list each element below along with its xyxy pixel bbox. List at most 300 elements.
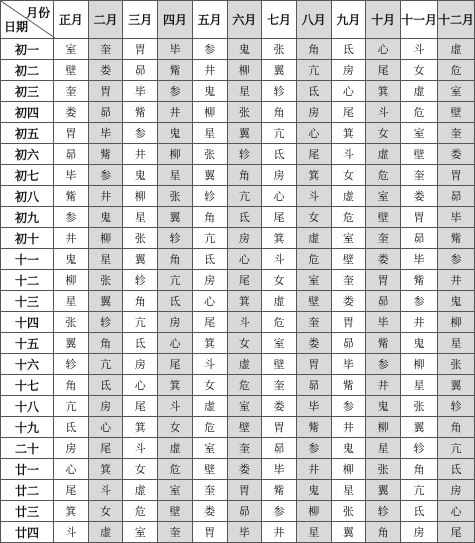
- mansion-cell: 虚: [88, 522, 123, 543]
- mansion-cell: 亢: [158, 270, 193, 291]
- mansion-cell: 翼: [366, 480, 401, 501]
- day-label: 十八: [1, 396, 54, 417]
- mansion-cell: 柳: [54, 270, 89, 291]
- mansion-cell: 壁: [54, 60, 89, 81]
- mansion-cell: 轸: [400, 438, 437, 459]
- mansion-cell: 女: [123, 459, 158, 480]
- mansion-cell: 尾: [262, 207, 297, 228]
- mansion-cell: 觜: [88, 144, 123, 165]
- mansion-cell: 毕: [54, 165, 89, 186]
- mansion-cell: 奎: [296, 312, 331, 333]
- mansion-cell: 昴: [366, 291, 401, 312]
- mansion-cell: 奎: [158, 522, 193, 543]
- mansion-cell: 虚: [227, 354, 262, 375]
- mansion-cell: 虚: [192, 396, 227, 417]
- mansion-cell: 轸: [437, 396, 474, 417]
- mansion-cell: 氐: [88, 375, 123, 396]
- mansion-cell: 昴: [400, 228, 437, 249]
- mansion-cell: 角: [192, 207, 227, 228]
- mansion-cell: 箕: [192, 333, 227, 354]
- mansion-cell: 箕: [158, 375, 193, 396]
- mansion-cell: 星: [296, 522, 331, 543]
- table-body: [1, 39, 475, 543]
- mansion-cell: 觜: [262, 480, 297, 501]
- table-row: [1, 354, 475, 375]
- mansion-cell: 箕: [331, 123, 366, 144]
- mansion-cell: 参: [88, 165, 123, 186]
- mansion-cell: 室: [331, 228, 366, 249]
- table-row: [1, 333, 475, 354]
- mansion-cell: 翼: [88, 291, 123, 312]
- table-row: [1, 60, 475, 81]
- mansion-cell: 壁: [400, 144, 437, 165]
- day-label: 廿三: [1, 501, 54, 522]
- mansion-cell: 角: [296, 39, 331, 60]
- mansion-cell: 虚: [296, 228, 331, 249]
- mansion-cell: 昴: [437, 186, 474, 207]
- mansion-cell: 危: [437, 60, 474, 81]
- day-label: 十三: [1, 291, 54, 312]
- mansion-cell: 张: [227, 102, 262, 123]
- mansion-cell: 井: [400, 312, 437, 333]
- mansion-cell: 奎: [227, 438, 262, 459]
- mansion-cell: 翼: [123, 249, 158, 270]
- month-header: 正月: [54, 1, 89, 39]
- mansion-cell: 壁: [227, 417, 262, 438]
- mansion-cell: 房: [400, 522, 437, 543]
- table-row: [1, 501, 475, 522]
- mansion-cell: 胃: [262, 417, 297, 438]
- mansion-cell: 房: [192, 270, 227, 291]
- mansion-cell: 氐: [227, 207, 262, 228]
- mansion-cell: 鬼: [158, 123, 193, 144]
- table-row: [1, 186, 475, 207]
- mansion-cell: 娄: [296, 333, 331, 354]
- mansion-cell: 张: [400, 396, 437, 417]
- mansion-cell: 角: [437, 417, 474, 438]
- table-row: [1, 312, 475, 333]
- day-label: 初一: [1, 39, 54, 60]
- mansion-cell: 危: [123, 501, 158, 522]
- mansion-cell: 井: [437, 270, 474, 291]
- mansion-cell: 室: [400, 123, 437, 144]
- mansion-cell: 娄: [192, 501, 227, 522]
- mansion-cell: 昴: [88, 102, 123, 123]
- day-label: 初九: [1, 207, 54, 228]
- mansion-cell: 娄: [262, 396, 297, 417]
- mansion-cell: 房: [123, 354, 158, 375]
- mansion-cell: 鬼: [192, 81, 227, 102]
- mansion-cell: 奎: [400, 165, 437, 186]
- mansion-cell: 参: [366, 354, 401, 375]
- mansion-cell: 轸: [366, 501, 401, 522]
- mansion-cell: 亢: [262, 123, 297, 144]
- mansion-cell: 翼: [54, 333, 89, 354]
- mansion-cell: 尾: [158, 354, 193, 375]
- mansion-cell: 危: [400, 102, 437, 123]
- mansion-cell: 娄: [400, 186, 437, 207]
- mansion-cell: 斗: [88, 480, 123, 501]
- day-label: 初八: [1, 186, 54, 207]
- mansion-cell: 心: [88, 417, 123, 438]
- mansion-cell: 危: [331, 207, 366, 228]
- mansion-cell: 娄: [88, 60, 123, 81]
- mansion-cell: 参: [296, 438, 331, 459]
- mansion-cell: 心: [227, 249, 262, 270]
- day-label: 初四: [1, 102, 54, 123]
- mansion-cell: 亢: [296, 60, 331, 81]
- mansion-cell: 女: [192, 375, 227, 396]
- mansion-cell: 尾: [88, 438, 123, 459]
- mansion-cell: 心: [437, 501, 474, 522]
- day-label: 初五: [1, 123, 54, 144]
- mansion-cell: 轸: [54, 354, 89, 375]
- mansion-cell: 鬼: [54, 249, 89, 270]
- mansion-cell: 柳: [296, 501, 331, 522]
- mansion-cell: 尾: [331, 102, 366, 123]
- mansion-cell: 张: [158, 186, 193, 207]
- mansion-cell: 角: [227, 165, 262, 186]
- mansion-cell: 张: [366, 459, 401, 480]
- mansion-cell: 鬼: [331, 438, 366, 459]
- mansion-cell: 张: [54, 312, 89, 333]
- corner-cell: [1, 1, 54, 39]
- mansion-cell: 张: [262, 39, 297, 60]
- table-row: [1, 165, 475, 186]
- day-label: 十九: [1, 417, 54, 438]
- mansion-cell: 胃: [192, 522, 227, 543]
- mansion-cell: 斗: [227, 312, 262, 333]
- mansion-cell: 女: [296, 207, 331, 228]
- mansion-cell: 觜: [331, 375, 366, 396]
- mansion-cell: 星: [192, 123, 227, 144]
- mansion-cell: 星: [331, 480, 366, 501]
- day-label: 初二: [1, 60, 54, 81]
- mansion-cell: 危: [158, 459, 193, 480]
- mansion-cell: 女: [331, 165, 366, 186]
- mansion-cell: 斗: [123, 438, 158, 459]
- mansion-cell: 氐: [331, 39, 366, 60]
- mansion-cell: 轸: [192, 186, 227, 207]
- mansion-cell: 星: [54, 291, 89, 312]
- mansion-cell: 轸: [227, 144, 262, 165]
- mansion-cell: 张: [331, 501, 366, 522]
- mansion-cell: 女: [227, 333, 262, 354]
- mansion-cell: 鬼: [88, 207, 123, 228]
- header-row: [1, 1, 475, 39]
- mansion-cell: 觜: [296, 417, 331, 438]
- mansion-cell: 心: [54, 459, 89, 480]
- mansion-cell: 昴: [296, 375, 331, 396]
- mansion-cell: 胃: [88, 81, 123, 102]
- table-row: [1, 39, 475, 60]
- mansion-cell: 胃: [296, 354, 331, 375]
- mansion-cell: 昴: [262, 438, 297, 459]
- mansion-cell: 毕: [437, 207, 474, 228]
- day-label: 廿一: [1, 459, 54, 480]
- mansion-cell: 斗: [400, 39, 437, 60]
- mansion-cell: 房: [227, 228, 262, 249]
- mansion-cell: 参: [54, 207, 89, 228]
- mansion-cell: 室: [296, 270, 331, 291]
- mansion-cell: 胃: [123, 39, 158, 60]
- mansion-cell: 轸: [123, 270, 158, 291]
- month-header: 九月: [331, 1, 366, 39]
- mansion-cell: 参: [400, 291, 437, 312]
- mansion-cell: 尾: [437, 522, 474, 543]
- mansion-cell: 心: [158, 333, 193, 354]
- mansion-cell: 星: [437, 333, 474, 354]
- mansion-cell: 奎: [192, 480, 227, 501]
- mansion-cell: 角: [88, 333, 123, 354]
- mansion-cell: 箕: [123, 417, 158, 438]
- mansion-cell: 室: [262, 333, 297, 354]
- table-row: [1, 291, 475, 312]
- mansion-cell: 箕: [296, 165, 331, 186]
- mansion-cell: 氐: [54, 417, 89, 438]
- mansion-cell: 井: [366, 375, 401, 396]
- mansion-cell: 氐: [158, 291, 193, 312]
- table-row: [1, 102, 475, 123]
- day-label: 十五: [1, 333, 54, 354]
- mansion-cell: 翼: [262, 60, 297, 81]
- mansion-cell: 昴: [227, 501, 262, 522]
- mansion-cell: 壁: [158, 501, 193, 522]
- mansion-cell: 虚: [158, 438, 193, 459]
- mansion-cell: 房: [54, 438, 89, 459]
- day-label: 十一: [1, 249, 54, 270]
- mansion-cell: 心: [123, 375, 158, 396]
- mansion-cell: 奎: [437, 123, 474, 144]
- mansion-cell: 毕: [400, 249, 437, 270]
- month-header: 四月: [158, 1, 193, 39]
- mansion-cell: 奎: [366, 228, 401, 249]
- mansion-cell: 觜: [400, 270, 437, 291]
- mansion-cell: 角: [54, 375, 89, 396]
- mansion-cell: 井: [331, 417, 366, 438]
- month-header: 七月: [262, 1, 297, 39]
- mansion-cell: 房: [262, 165, 297, 186]
- mansion-cell: 危: [366, 165, 401, 186]
- mansion-cell: 轸: [158, 228, 193, 249]
- mansion-cell: 柳: [88, 228, 123, 249]
- mansion-cell: 尾: [227, 270, 262, 291]
- mansion-cell: 昴: [54, 144, 89, 165]
- mansion-cell: 虚: [437, 39, 474, 60]
- mansion-cell: 女: [366, 123, 401, 144]
- mansion-cell: 张: [192, 144, 227, 165]
- mansion-cell: 觜: [158, 60, 193, 81]
- mansion-cell: 娄: [331, 291, 366, 312]
- mansion-cell: 柳: [331, 459, 366, 480]
- table-row: [1, 207, 475, 228]
- mansion-cell: 柳: [227, 60, 262, 81]
- table-row: [1, 459, 475, 480]
- mansion-cell: 氐: [123, 333, 158, 354]
- mansion-cell: 房: [296, 102, 331, 123]
- mansion-cell: 角: [400, 459, 437, 480]
- mansion-cell: 昴: [123, 60, 158, 81]
- corner-month-label: 月份: [26, 6, 51, 20]
- mansion-cell: 柳: [158, 144, 193, 165]
- mansion-cell: 毕: [366, 312, 401, 333]
- mansion-cell: 尾: [54, 480, 89, 501]
- mansion-cell: 参: [262, 501, 297, 522]
- mansion-cell: 翼: [331, 522, 366, 543]
- mansion-cell: 亢: [437, 438, 474, 459]
- mansion-cell: 壁: [262, 354, 297, 375]
- mansion-cell: 胃: [227, 480, 262, 501]
- mansion-cell: 张: [88, 270, 123, 291]
- mansion-cell: 亢: [227, 186, 262, 207]
- mansion-cell: 翼: [400, 417, 437, 438]
- mansion-cell: 柳: [437, 312, 474, 333]
- mansion-cell: 井: [296, 459, 331, 480]
- day-label: 廿二: [1, 480, 54, 501]
- mansion-cell: 奎: [88, 39, 123, 60]
- mansion-cell: 角: [366, 522, 401, 543]
- mansion-cell: 角: [262, 102, 297, 123]
- mansion-cell: 鬼: [437, 291, 474, 312]
- day-label: 廿四: [1, 522, 54, 543]
- table-row: [1, 81, 475, 102]
- mansion-cell: 毕: [123, 81, 158, 102]
- mansion-cell: 尾: [123, 396, 158, 417]
- mansion-cell: 危: [227, 375, 262, 396]
- mansion-cell: 心: [366, 39, 401, 60]
- mansion-cell: 亢: [54, 396, 89, 417]
- mansion-cell: 虚: [123, 480, 158, 501]
- mansion-cell: 柳: [192, 102, 227, 123]
- mansion-cell: 危: [262, 312, 297, 333]
- mansion-cell: 奎: [54, 81, 89, 102]
- mansion-cell: 奎: [262, 375, 297, 396]
- mansion-cell: 角: [123, 291, 158, 312]
- table-row: [1, 396, 475, 417]
- mansion-cell: 心: [331, 81, 366, 102]
- mansion-cell: 参: [437, 249, 474, 270]
- corner-day-label: 日期: [4, 20, 29, 34]
- mansion-cell: 室: [366, 186, 401, 207]
- mansion-cell: 张: [123, 228, 158, 249]
- mansion-cell: 井: [262, 522, 297, 543]
- mansion-cell: 星: [123, 207, 158, 228]
- mansion-cell: 鬼: [123, 165, 158, 186]
- mansion-cell: 女: [262, 270, 297, 291]
- mansion-cell: 斗: [331, 144, 366, 165]
- mansion-cell: 斗: [192, 354, 227, 375]
- mansion-cell: 氐: [296, 81, 331, 102]
- mansion-cell: 室: [123, 522, 158, 543]
- mansion-cell: 柳: [123, 186, 158, 207]
- mansion-cell: 参: [192, 39, 227, 60]
- mansion-cell: 女: [400, 60, 437, 81]
- mansion-cell: 心: [262, 186, 297, 207]
- mansion-cell: 氐: [400, 501, 437, 522]
- month-header: 五月: [192, 1, 227, 39]
- table-row: [1, 249, 475, 270]
- day-label: 初三: [1, 81, 54, 102]
- mansion-cell: 室: [227, 396, 262, 417]
- mansion-cell: 觜: [437, 228, 474, 249]
- mansion-cell: 毕: [158, 39, 193, 60]
- mansion-cell: 觜: [366, 333, 401, 354]
- month-header: 十二月: [437, 1, 474, 39]
- mansion-cell: 壁: [192, 459, 227, 480]
- mansion-cell: 翼: [437, 375, 474, 396]
- mansion-cell: 室: [192, 438, 227, 459]
- day-label: 十二: [1, 270, 54, 291]
- mansion-cell: 鬼: [227, 39, 262, 60]
- mansion-cell: 奎: [331, 270, 366, 291]
- mansion-cell: 虚: [400, 81, 437, 102]
- table-row: [1, 144, 475, 165]
- mansion-cell: 毕: [262, 459, 297, 480]
- mansion-cell: 壁: [331, 249, 366, 270]
- mansion-cell: 心: [192, 291, 227, 312]
- mansion-cell: 星: [366, 438, 401, 459]
- mansion-cell: 井: [123, 144, 158, 165]
- mansion-cell: 鬼: [366, 396, 401, 417]
- mansion-cell: 柳: [366, 417, 401, 438]
- mansion-cell: 虚: [366, 144, 401, 165]
- mansion-cell: 斗: [158, 396, 193, 417]
- mansion-cell: 娄: [227, 459, 262, 480]
- mansion-cell: 斗: [54, 522, 89, 543]
- mansion-cell: 危: [192, 417, 227, 438]
- month-header: 十月: [366, 1, 401, 39]
- mansion-cell: 心: [296, 123, 331, 144]
- mansion-cell: 房: [158, 312, 193, 333]
- mansion-cell: 氐: [192, 249, 227, 270]
- mansion-cell: 斗: [262, 249, 297, 270]
- table-row: [1, 438, 475, 459]
- mansion-cell: 亢: [400, 480, 437, 501]
- mansion-cell: 翼: [158, 207, 193, 228]
- month-header: 六月: [227, 1, 262, 39]
- mansion-cell: 觜: [54, 186, 89, 207]
- mansion-cell: 房: [437, 480, 474, 501]
- mansion-cell: 女: [158, 417, 193, 438]
- mansion-cell: 星: [88, 249, 123, 270]
- mansion-cell: 井: [54, 228, 89, 249]
- mansion-cell: 尾: [296, 144, 331, 165]
- mansion-cell: 壁: [437, 102, 474, 123]
- day-label: 二十: [1, 438, 54, 459]
- mansion-cell: 星: [227, 81, 262, 102]
- mansion-cell: 箕: [88, 459, 123, 480]
- mansion-cell: 翼: [192, 165, 227, 186]
- mansion-cell: 参: [123, 123, 158, 144]
- mansion-cell: 娄: [366, 249, 401, 270]
- mansion-cell: 斗: [366, 102, 401, 123]
- mansion-cell: 星: [158, 165, 193, 186]
- mansion-cell: 尾: [192, 312, 227, 333]
- mansion-cell: 亢: [123, 312, 158, 333]
- mansion-cell: 氐: [262, 144, 297, 165]
- mansion-cell: 井: [88, 186, 123, 207]
- mansion-cell: 星: [400, 375, 437, 396]
- day-label: 初十: [1, 228, 54, 249]
- mansion-cell: 箕: [262, 228, 297, 249]
- mansion-cell: 虚: [331, 186, 366, 207]
- mansion-cell: 翼: [227, 123, 262, 144]
- day-label: 初七: [1, 165, 54, 186]
- mansion-cell: 胃: [437, 165, 474, 186]
- mansion-cell: 娄: [437, 144, 474, 165]
- table-row: [1, 417, 475, 438]
- mansion-cell: 井: [192, 60, 227, 81]
